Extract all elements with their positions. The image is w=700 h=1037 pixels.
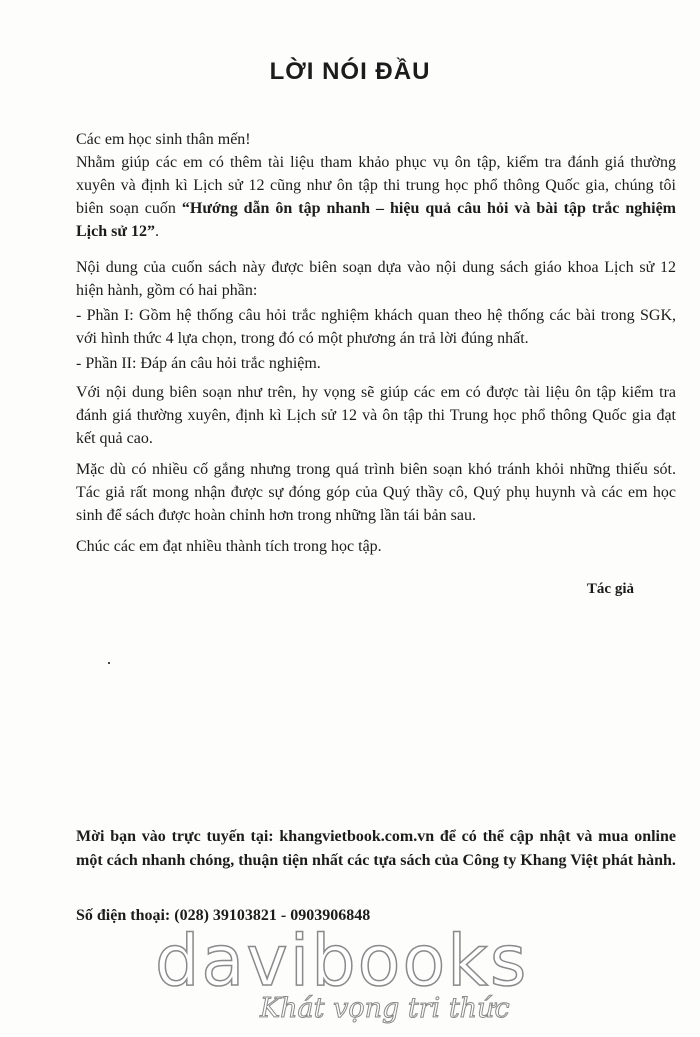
part-two: - Phần II: Đáp án câu hỏi trắc nghiệm. xyxy=(76,355,321,372)
paragraph-apology: Mặc dù có nhiều cố gắng nhưng trong quá trình biên soạn khó tránh khỏi những thiếu sót. Tác giả rất mong nhận được sự đóng góp của Quý thầy cô, Quý phụ huynh và các em học sinh để sách được hoàn chỉnh hơn trong những lần tái bản sau. xyxy=(76,461,676,524)
watermark-tagline: Khát vọng tri thức xyxy=(260,993,510,1024)
stray-mark xyxy=(108,662,110,664)
phone-number: Số điện thoại: (028) 39103821 - 0903906848 xyxy=(76,907,371,924)
author-signature: Tác giả xyxy=(586,581,634,597)
intro-text: Nhằm giúp các em có thêm tài liệu tham khảo phục vụ ôn tập, kiểm tra đánh giá thường xuyên và định kì Lịch sử 12 cũng như ôn tập thi trung học phổ thông Quốc gia, chúng tôi biên soạn cuốn xyxy=(76,154,676,217)
paragraph-content: Nội dung của cuốn sách này được biên soạn dựa vào nội dung sách giáo khoa Lịch sử 12 hiện hành, gồm có hai phần: xyxy=(76,259,676,299)
promo-text: Mời bạn vào trực tuyến tại: khangvietbook.com.vn để có thể cập nhật và mua online một cách nhanh chóng, thuận tiện nhất các tựa sách của Công ty Khang Việt phát hành. xyxy=(76,828,676,869)
intro-end: . xyxy=(154,223,159,240)
paragraph-intro xyxy=(76,151,676,243)
watermark-brand: davibooks xyxy=(155,920,529,1002)
paragraph-wish: Chúc các em đạt nhiều thành tích trong học tập. xyxy=(76,538,382,555)
greeting: Các em học sinh thân mến! xyxy=(76,131,251,148)
book-title: “Hướng dẫn ôn tập nhanh – hiệu quả câu hỏi và bài tập trắc nghiệm Lịch sử 12” xyxy=(76,200,677,240)
page-title: LỜI NÓI ĐẦU xyxy=(269,58,431,85)
paragraph-hope: Với nội dung biên soạn như trên, hy vọng sẽ giúp các em có được tài liệu ôn tập kiểm tra đánh giá thường xuyên, định kì Lịch sử 12 và ôn tập thi Trung học phổ thông Quốc gia đạt kết quả cao. xyxy=(76,384,676,447)
part-one: - Phần I: Gồm hệ thống câu hỏi trắc nghiệm khách quan theo hệ thống các bài trong SGK, với hình thức 4 lựa chọn, trong đó có một phương án trả lời đúng nhất. xyxy=(76,307,676,347)
